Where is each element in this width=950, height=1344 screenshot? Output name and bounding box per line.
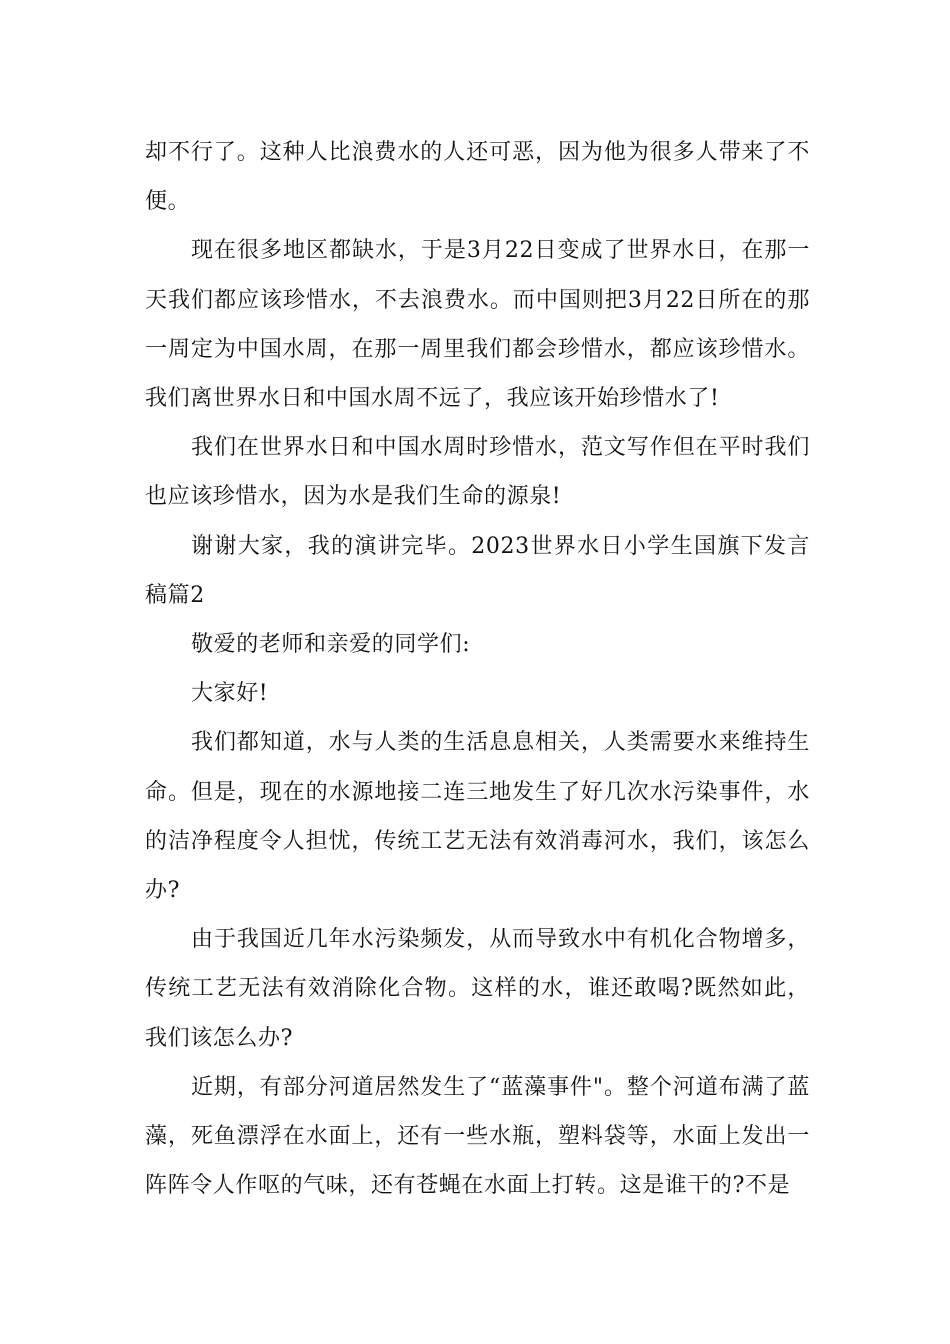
paragraph-8: 由于我国近几年水污染频发，从而导致水中有机化合物增多，传统工艺无法有效消除化合物。这样的水，谁还敢喝?既然如此，我们该怎么办? [145,927,810,1051]
paragraph-2: 现在很多地区都缺水，于是3月22日变成了世界水日，在那一天我们都应该珍惜水，不去浪费水。而中国则把3月22日所在的那一周定为中国水周，在那一周里我们都会珍惜水，都应该珍惜水。我们离世界水日和中国水周不远了，我应该开始珍惜水了! [145,238,810,412]
document-body [145,128,810,1210]
paragraph-5: 敬爱的老师和亲爱的同学们: [191,632,471,658]
paragraph-4: 谢谢大家，我的演讲完毕。2023世界水日小学生国旗下发言稿篇2 [145,533,810,608]
paragraph-1: 却不行了。这种人比浪费水的人还可恶，因为他为很多人带来了不便。 [145,140,810,215]
paragraph-7: 我们都知道，水与人类的生活息息相关，人类需要水来维持生命。但是，现在的水源地接二连三地发生了好几次水污染事件，水的洁净程度令人担忧，传统工艺无法有效消毒河水，我们，该怎么办? [145,730,810,904]
paragraph-3: 我们在世界水日和中国水周时珍惜水，范文写作但在平时我们也应该珍惜水，因为水是我们生命的源泉! [145,435,810,510]
paragraph-6: 大家好! [191,681,269,707]
paragraph-9: 近期，有部分河道居然发生了“蓝藻事件"。整个河道布满了蓝藻，死鱼漂浮在水面上，还有一些水瓶，塑料袋等，水面上发出一阵阵令人作呕的气味，还有苍蝇在水面上打转。这是谁干的?不是 [145,1074,810,1199]
